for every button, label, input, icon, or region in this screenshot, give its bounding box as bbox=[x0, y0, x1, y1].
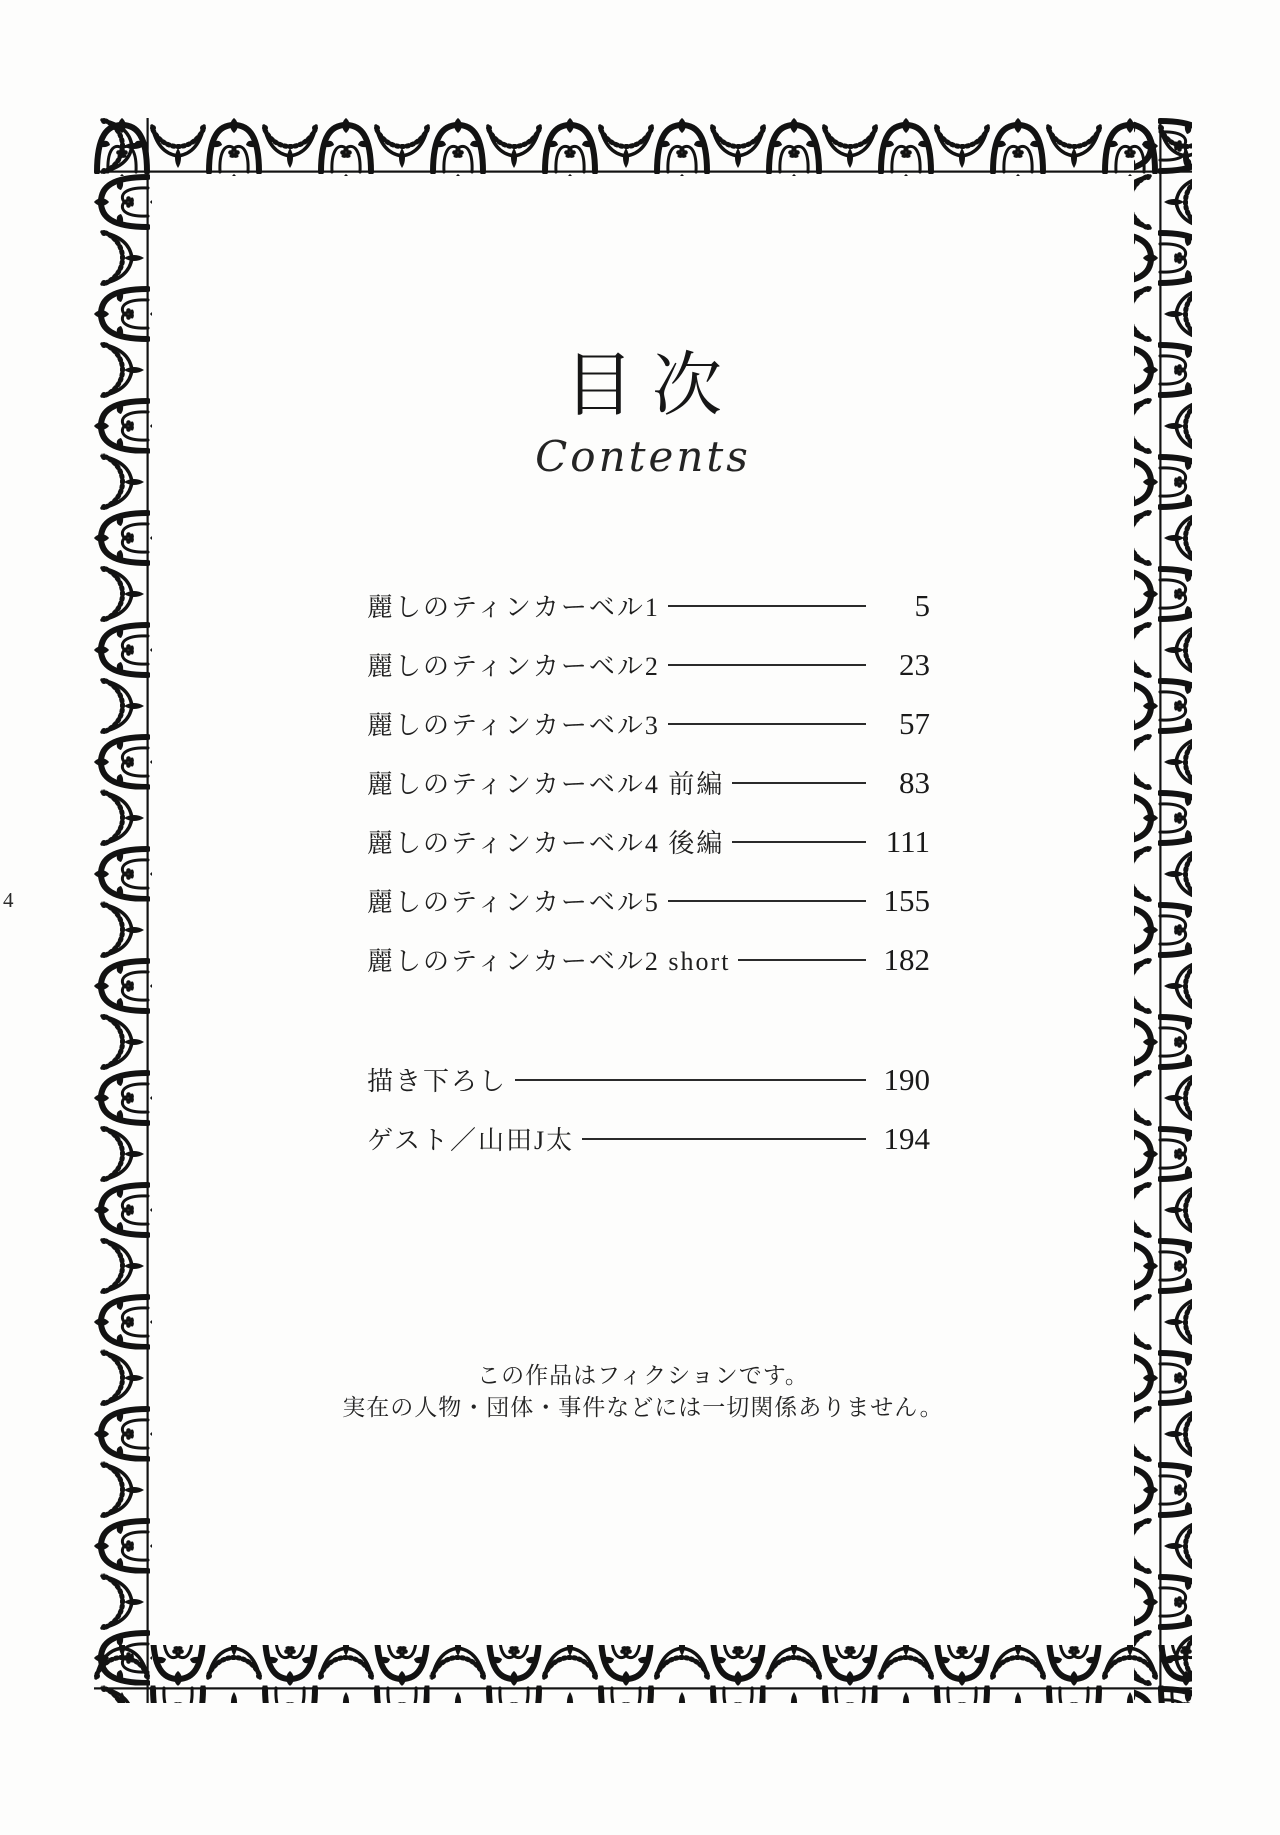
disclaimer-line-2: 実在の人物・団体・事件などには一切関係ありません。 bbox=[342, 1395, 944, 1420]
border-bottom-strip bbox=[94, 1645, 1192, 1703]
leader-line bbox=[582, 1138, 866, 1140]
toc-entry-label: ゲスト／山田J太 bbox=[367, 1126, 575, 1155]
toc-entry-label: 麗しのティンカーベル4 前編 bbox=[367, 770, 725, 799]
toc-entry bbox=[367, 753, 930, 812]
toc-entry-page: 190 bbox=[883, 1061, 930, 1097]
toc-entry-page: 23 bbox=[899, 646, 930, 682]
toc-entry-page: 5 bbox=[914, 587, 930, 623]
toc-entry bbox=[367, 1109, 930, 1168]
border-right-strip bbox=[1134, 118, 1192, 1703]
toc-entry bbox=[367, 871, 930, 930]
leader-line bbox=[668, 605, 866, 607]
toc-entry bbox=[367, 812, 930, 871]
leader-line bbox=[668, 723, 866, 725]
leader-line bbox=[732, 841, 866, 843]
toc-entry-page: 57 bbox=[899, 705, 930, 741]
leader-line bbox=[738, 959, 866, 961]
toc-entry bbox=[367, 1050, 930, 1109]
toc-entry-page: 194 bbox=[883, 1120, 930, 1156]
toc-entry-label: 麗しのティンカーベル2 bbox=[367, 652, 660, 681]
toc-entry-page: 182 bbox=[883, 941, 930, 977]
toc-entry bbox=[367, 635, 930, 694]
toc-entry-page: 155 bbox=[883, 882, 930, 918]
toc-entry-label: 麗しのティンカーベル4 後編 bbox=[367, 829, 725, 858]
leader-line bbox=[515, 1079, 866, 1081]
leader-line bbox=[732, 782, 866, 784]
toc-entry-label: 麗しのティンカーベル3 bbox=[367, 711, 660, 740]
leader-line bbox=[668, 664, 866, 666]
page-subtitle: Contents bbox=[535, 431, 751, 481]
table-of-contents bbox=[367, 576, 930, 1168]
margin-page-number: 4 bbox=[3, 888, 14, 912]
toc-entry bbox=[367, 930, 930, 989]
toc-entry bbox=[367, 576, 930, 635]
toc-entry-label: 麗しのティンカーベル5 bbox=[367, 888, 660, 917]
page-title: 目次 bbox=[564, 348, 740, 425]
title-block bbox=[150, 350, 1136, 481]
toc-entry-label: 麗しのティンカーベル2 short bbox=[367, 947, 731, 976]
toc-entry bbox=[367, 694, 930, 753]
border-left-strip bbox=[94, 118, 152, 1703]
toc-entry-label: 描き下ろし bbox=[367, 1067, 508, 1096]
disclaimer-line-1: この作品はフィクションです。 bbox=[477, 1363, 809, 1388]
toc-entry-page: 83 bbox=[899, 764, 930, 800]
toc-entry-page: 111 bbox=[885, 823, 930, 859]
toc-entry-label: 麗しのティンカーベル1 bbox=[367, 593, 660, 622]
border-top-strip bbox=[94, 118, 1192, 176]
leader-line bbox=[668, 900, 866, 902]
fiction-disclaimer bbox=[150, 1360, 1136, 1424]
